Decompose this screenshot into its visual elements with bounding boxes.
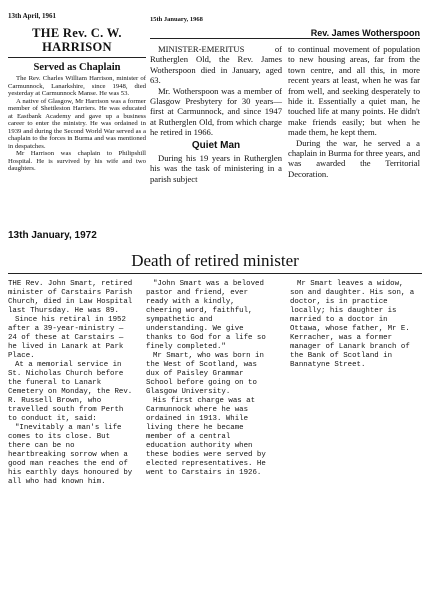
clipping-column-1: [8, 280, 136, 487]
paragraph: to continual movement of population to new housing areas, far from the town centre, and all this, in more recent years at least, when he was far from well, and seeking desperately to hide it. Essentially a quiet man, he touched life at many points. He didn't make friends easily; but when he made them, he kept them.: [288, 44, 420, 138]
divider: [8, 273, 422, 274]
divider: [150, 38, 420, 39]
clipping-subheading: Served as Chaplain: [33, 62, 121, 73]
paragraph: "Inevitably a man's life comes to its close. But there can be no heartbreaking sorrow when a good man reaches the end of his earthly days honoured by all who had known him.: [8, 424, 133, 486]
paragraph: MINISTER-EMERITUS of Rutherglen Old, the Rev. James Wotherspoon died in January, aged 63.: [150, 44, 282, 86]
obituary-clipping-wotherspoon: [150, 16, 420, 216]
paragraph: Mr Smart leaves a widow, son and daughter. His son, a doctor, is in practice locally; his daughter is married to a doctor in Ottawa, whose father, Mr E. Kerracher, was a former manager of Lanark branch of the Bank of Scotland in Bannatyne Street.: [290, 280, 415, 369]
paragraph: During his 19 years in Rutherglen his was the task of ministering in a parish subject: [150, 153, 282, 184]
paragraph: At a memorial service in St. Nicholas Church before the funeral to Lanark Cemetery on Monday, the Rev. R. Russell Brown, who travelled south from Perth to conduct it, said:: [8, 361, 133, 423]
clipping-date: 15th January, 1968: [150, 16, 203, 23]
clipping-column-3: [290, 280, 420, 370]
paragraph: A native of Glasgow, Mr Harrison was a former member of Shettleston Harriers. He was educated at Eastbank Academy and gave up a business career to enter the ministry. He was ordained in 1939 and during the Second World War served as a chaplain to the forces in Burma and was mentioned in despatches.: [8, 97, 146, 150]
clipping-column-1: [150, 44, 282, 184]
obituary-clipping-harrison: [8, 12, 146, 173]
clipping-subheading: Quiet Man: [191, 139, 241, 151]
paragraph: During the war, he served a a chaplain in Burma for three years, and was awarded the Territorial Decoration.: [288, 137, 420, 179]
paragraph: THE Rev. John Smart, retired minister of Carstairs Parish Church, died in Law Hospital last Thursday. He was 89.: [8, 280, 133, 315]
paragraph: Since his retiral in 1952 after a 39-year-ministry — 24 of these at Carstairs — he lived in Lanark at Park Place.: [8, 316, 126, 360]
paragraph: Mr. Wotherspoon was a member of Glasgow Presbytery for 30 years—first at Carmunnock, and since 1947 at Rutherglen Old, from which charge he retired in 1966.: [150, 85, 282, 138]
paragraph: Mr Harrison was chaplain to Philipshill Hospital. He is survived by his wife and two daughters.: [8, 150, 146, 172]
paragraph: The Rev. Charles William Harrison, minister of Carmunnock, Lanarkshire, since 1948, died yesterday at Carmunnock Manse. He was 53.: [8, 75, 146, 97]
clipping-column-2: [288, 44, 420, 179]
clipping-date: 13th April, 1961: [8, 12, 57, 20]
headline-line-2: HARRISON: [42, 40, 112, 54]
clipping-body: [8, 75, 146, 173]
paragraph: Mr Smart, who was born in the West of Scotland, was dux of Paisley Grammar School before going on to Glasgow University.: [146, 352, 264, 396]
paragraph: "John Smart was a beloved pastor and friend, ever ready with a kindly, cheering word, faithful, sympathetic and understanding. We give thanks to God for a life so finely completed.": [146, 280, 266, 351]
clipping-date: 13th January, 1972: [8, 230, 97, 241]
clipping-column-2: [146, 280, 274, 478]
paragraph: His first charge was at Carmunnock where he was ordained in 1913. While living there he became member of a central education authority when these bodies were served by elected representatives. He went to Carstairs in 1926.: [146, 397, 266, 477]
obituary-clipping-smart: [8, 230, 422, 570]
clipping-headline: Death of retired minister: [131, 251, 299, 270]
clipping-headline: [8, 26, 146, 54]
clipping-byline: Rev. James Wotherspoon: [310, 28, 420, 38]
headline-line-1: THE Rev. C. W.: [32, 26, 122, 40]
divider: [8, 57, 146, 58]
